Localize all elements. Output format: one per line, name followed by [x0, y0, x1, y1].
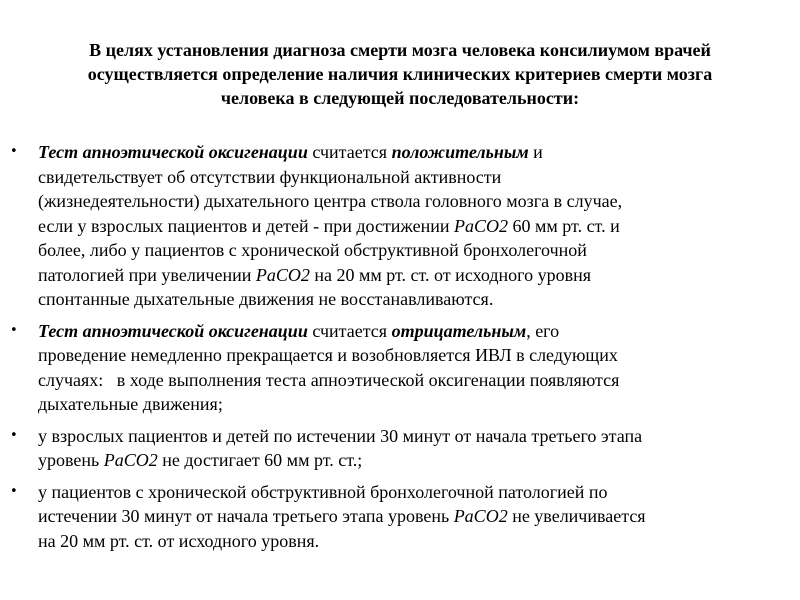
paco2-term: PaCO2 [255, 264, 310, 285]
text-line: дыхательные движения; [38, 394, 223, 414]
paco2-term: PaCO2 [103, 450, 158, 470]
result-positive: положительным [391, 142, 529, 162]
list-item-positive-test [0, 140, 800, 312]
text-line [38, 214, 792, 239]
title-line-1: В целях установления диагноза смерти мозга человека консилиумом врачей [89, 40, 711, 60]
text-fragment: истечении 30 минут от начала третьего этапа уровень [38, 506, 454, 526]
bullet-icon: • [10, 322, 18, 338]
text-line: спонтанные дыхательные движения не восстанавливаются. [38, 289, 494, 309]
slide-title [10, 38, 790, 110]
text-fragment: и [528, 142, 543, 162]
test-name: Тест апноэтической оксигенации [38, 320, 308, 341]
title-line-3: человека в следующей последовательности: [220, 88, 580, 108]
text-line: более, либо у пациентов с хронической обструктивной бронхолегочной [38, 240, 587, 260]
text-fragment: если у взрослых пациентов и детей - при достижении [38, 215, 455, 236]
test-name: Тест апноэтической оксигенации [38, 142, 308, 162]
text-fragment: патологией при увеличении [38, 264, 256, 285]
text-line: свидетельствует об отсутствии функциональной активности [38, 166, 502, 187]
paco2-term: PaCO2 [454, 215, 509, 236]
list-item-copd-patients [0, 480, 800, 554]
text-line: (жизнедеятельности) дыхательного центра ствола головного мозга в случае, [38, 191, 623, 211]
text-line [38, 263, 792, 288]
text-fragment: не увеличивается [507, 506, 646, 526]
text-line: у пациентов с хронической обструктивной бронхолегочной патологией по [38, 481, 608, 502]
text-line: случаях: в ходе выполнения теста апноэтической оксигенации появляются [38, 369, 620, 390]
text-fragment: уровень [38, 450, 104, 470]
text-line: у взрослых пациентов и детей по истечении 30 минут от начала третьего этапа [38, 425, 643, 446]
text-line [38, 140, 792, 165]
text-line [38, 448, 792, 473]
list-item-negative-test [0, 319, 800, 417]
text-line [38, 504, 792, 529]
text-fragment: на 20 мм рт. ст. от исходного уровня [309, 264, 592, 285]
text-fragment: 60 мм рт. ст. и [508, 215, 620, 236]
bullet-icon: • [10, 427, 18, 443]
text-fragment: считается [307, 320, 392, 341]
text-line [38, 319, 792, 344]
result-negative: отрицательным [391, 320, 527, 341]
list-item-adults-children [0, 424, 800, 473]
text-fragment: не достигает 60 мм рт. ст.; [157, 450, 363, 470]
text-fragment: , его [526, 320, 560, 341]
bullet-icon: • [10, 483, 18, 499]
text-line: проведение немедленно прекращается и возобновляется ИВЛ в следующих [38, 345, 618, 365]
text-line: на 20 мм рт. ст. от исходного уровня. [38, 530, 320, 551]
criteria-list [0, 140, 800, 560]
text-fragment: считается [307, 142, 392, 162]
bullet-icon: • [10, 144, 18, 159]
title-line-2: осуществляется определение наличия клинических критериев смерти мозга [87, 64, 713, 84]
paco2-term: PaCO2 [453, 506, 508, 526]
